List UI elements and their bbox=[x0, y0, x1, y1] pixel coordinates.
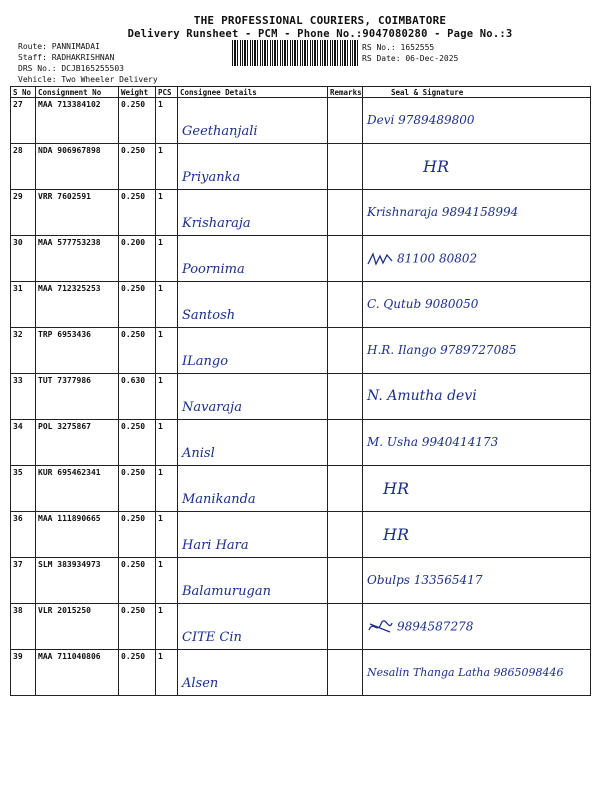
row-weight: 0.250 bbox=[119, 420, 156, 466]
row-sno: 30 bbox=[11, 236, 36, 282]
row-pcs: 1 bbox=[156, 328, 178, 374]
row-remarks bbox=[328, 650, 363, 696]
runsheet-subtitle: Delivery Runsheet - PCM - Phone No.:9047080280 - Page No.:3 bbox=[127, 28, 513, 40]
row-consignee: Hari Hara bbox=[178, 512, 328, 558]
company-title: THE PROFESSIONAL COURIERS, COIMBATORE bbox=[193, 14, 447, 27]
row-sno: 34 bbox=[11, 420, 36, 466]
row-signature: Obulps 133565417 bbox=[363, 558, 591, 604]
row-consignee: ILango bbox=[178, 328, 328, 374]
row-sno: 29 bbox=[11, 190, 36, 236]
row-pcs: 1 bbox=[156, 374, 178, 420]
row-consignee: Alsen bbox=[178, 650, 328, 696]
row-remarks bbox=[328, 512, 363, 558]
row-signature: Devi 9789489800 bbox=[363, 98, 591, 144]
rs-number: RS No.: 1652555 bbox=[362, 43, 435, 52]
row-sno: 31 bbox=[11, 282, 36, 328]
row-remarks bbox=[328, 190, 363, 236]
row-consignee: Geethanjali bbox=[178, 98, 328, 144]
row-pcs: 1 bbox=[156, 236, 178, 282]
row-consignee: Manikanda bbox=[178, 466, 328, 512]
row-pcs: 1 bbox=[156, 604, 178, 650]
row-consignee: Navaraja bbox=[178, 374, 328, 420]
row-pcs: 1 bbox=[156, 282, 178, 328]
col-sno: S No bbox=[11, 87, 36, 98]
table-row bbox=[11, 98, 591, 144]
row-sno: 39 bbox=[11, 650, 36, 696]
row-remarks bbox=[328, 604, 363, 650]
table-row bbox=[11, 650, 591, 696]
row-consignment: NDA 906967898 bbox=[36, 144, 119, 190]
row-remarks bbox=[328, 420, 363, 466]
row-weight: 0.250 bbox=[119, 604, 156, 650]
table-row bbox=[11, 282, 591, 328]
row-consignment: KUR 695462341 bbox=[36, 466, 119, 512]
row-weight: 0.250 bbox=[119, 282, 156, 328]
col-consignment: Consignment No bbox=[36, 87, 119, 98]
row-remarks bbox=[328, 282, 363, 328]
row-weight: 0.250 bbox=[119, 558, 156, 604]
signature-text: 9894587278 bbox=[397, 619, 474, 633]
row-consignment: MAA 713384102 bbox=[36, 98, 119, 144]
row-consignment: MAA 111890665 bbox=[36, 512, 119, 558]
row-consignment: TRP 6953436 bbox=[36, 328, 119, 374]
row-weight: 0.250 bbox=[119, 650, 156, 696]
row-weight: 0.250 bbox=[119, 466, 156, 512]
col-pcs: PCS bbox=[156, 87, 178, 98]
row-signature bbox=[363, 236, 591, 282]
row-sno: 35 bbox=[11, 466, 36, 512]
row-weight: 0.250 bbox=[119, 328, 156, 374]
row-remarks bbox=[328, 374, 363, 420]
row-signature: Nesalin Thanga Latha 9865098446 bbox=[363, 650, 591, 696]
row-consignee: Priyanka bbox=[178, 144, 328, 190]
row-remarks bbox=[328, 558, 363, 604]
row-weight: 0.250 bbox=[119, 98, 156, 144]
row-sno: 33 bbox=[11, 374, 36, 420]
row-consignee: Santosh bbox=[178, 282, 328, 328]
col-seal-signature: Seal & Signature bbox=[363, 87, 591, 98]
row-signature: N. Amutha devi bbox=[363, 374, 591, 420]
row-sno: 27 bbox=[11, 98, 36, 144]
runsheet-table bbox=[10, 86, 591, 696]
barcode bbox=[232, 40, 358, 66]
row-sno: 32 bbox=[11, 328, 36, 374]
row-pcs: 1 bbox=[156, 190, 178, 236]
row-consignee: Krisharaja bbox=[178, 190, 328, 236]
row-weight: 0.250 bbox=[119, 512, 156, 558]
row-consignee: Balamurugan bbox=[178, 558, 328, 604]
table-row bbox=[11, 512, 591, 558]
row-remarks bbox=[328, 466, 363, 512]
row-weight: 0.250 bbox=[119, 144, 156, 190]
row-consignee: Anisl bbox=[178, 420, 328, 466]
col-remarks: Remarks bbox=[328, 87, 363, 98]
table-row bbox=[11, 236, 591, 282]
row-weight: 0.250 bbox=[119, 190, 156, 236]
row-remarks bbox=[328, 98, 363, 144]
row-signature: HR bbox=[363, 466, 591, 512]
row-consignment: MAA 712325253 bbox=[36, 282, 119, 328]
table-header-row bbox=[11, 87, 591, 98]
table-row bbox=[11, 144, 591, 190]
row-pcs: 1 bbox=[156, 466, 178, 512]
row-consignment: SLM 383934973 bbox=[36, 558, 119, 604]
table-row bbox=[11, 420, 591, 466]
table-row bbox=[11, 328, 591, 374]
row-pcs: 1 bbox=[156, 558, 178, 604]
table-row bbox=[11, 604, 591, 650]
row-signature: Krishnaraja 9894158994 bbox=[363, 190, 591, 236]
table-row bbox=[11, 374, 591, 420]
table-row bbox=[11, 190, 591, 236]
signature-scribble-icon bbox=[367, 252, 393, 266]
row-sno: 38 bbox=[11, 604, 36, 650]
row-pcs: 1 bbox=[156, 650, 178, 696]
row-consignee: CITE Cin bbox=[178, 604, 328, 650]
vehicle-label: Vehicle: Two Wheeler Delivery bbox=[18, 75, 158, 84]
rs-date: RS Date: 06-Dec-2025 bbox=[362, 54, 459, 63]
row-consignment: VLR 2015250 bbox=[36, 604, 119, 650]
row-consignment: POL 3275867 bbox=[36, 420, 119, 466]
row-consignment: TUT 7377986 bbox=[36, 374, 119, 420]
row-pcs: 1 bbox=[156, 512, 178, 558]
drs-label: DRS No.: DCJB165255503 bbox=[18, 64, 124, 73]
staff-label: Staff: RADHAKRISHNAN bbox=[18, 53, 115, 62]
row-weight: 0.630 bbox=[119, 374, 156, 420]
col-weight: Weight bbox=[119, 87, 156, 98]
row-pcs: 1 bbox=[156, 98, 178, 144]
row-signature: C. Qutub 9080050 bbox=[363, 282, 591, 328]
row-consignee: Poornima bbox=[178, 236, 328, 282]
row-consignment: MAA 711040806 bbox=[36, 650, 119, 696]
row-sno: 36 bbox=[11, 512, 36, 558]
table-row bbox=[11, 558, 591, 604]
row-signature: H.R. Ilango 9789727085 bbox=[363, 328, 591, 374]
col-consignee: Consignee Details bbox=[178, 87, 328, 98]
signature-text: 81100 80802 bbox=[397, 251, 478, 265]
row-sno: 28 bbox=[11, 144, 36, 190]
row-consignment: VRR 7602591 bbox=[36, 190, 119, 236]
row-remarks bbox=[328, 144, 363, 190]
row-weight: 0.200 bbox=[119, 236, 156, 282]
row-sno: 37 bbox=[11, 558, 36, 604]
row-consignment: MAA 577753238 bbox=[36, 236, 119, 282]
row-signature: M. Usha 9940414173 bbox=[363, 420, 591, 466]
row-signature bbox=[363, 604, 591, 650]
table-row bbox=[11, 466, 591, 512]
signature-scribble-icon bbox=[367, 620, 393, 634]
row-pcs: 1 bbox=[156, 420, 178, 466]
row-signature: HR bbox=[363, 512, 591, 558]
row-remarks bbox=[328, 328, 363, 374]
row-pcs: 1 bbox=[156, 144, 178, 190]
route-label: Route: PANNIMADAI bbox=[18, 42, 100, 51]
row-signature: HR bbox=[363, 144, 591, 190]
row-remarks bbox=[328, 236, 363, 282]
